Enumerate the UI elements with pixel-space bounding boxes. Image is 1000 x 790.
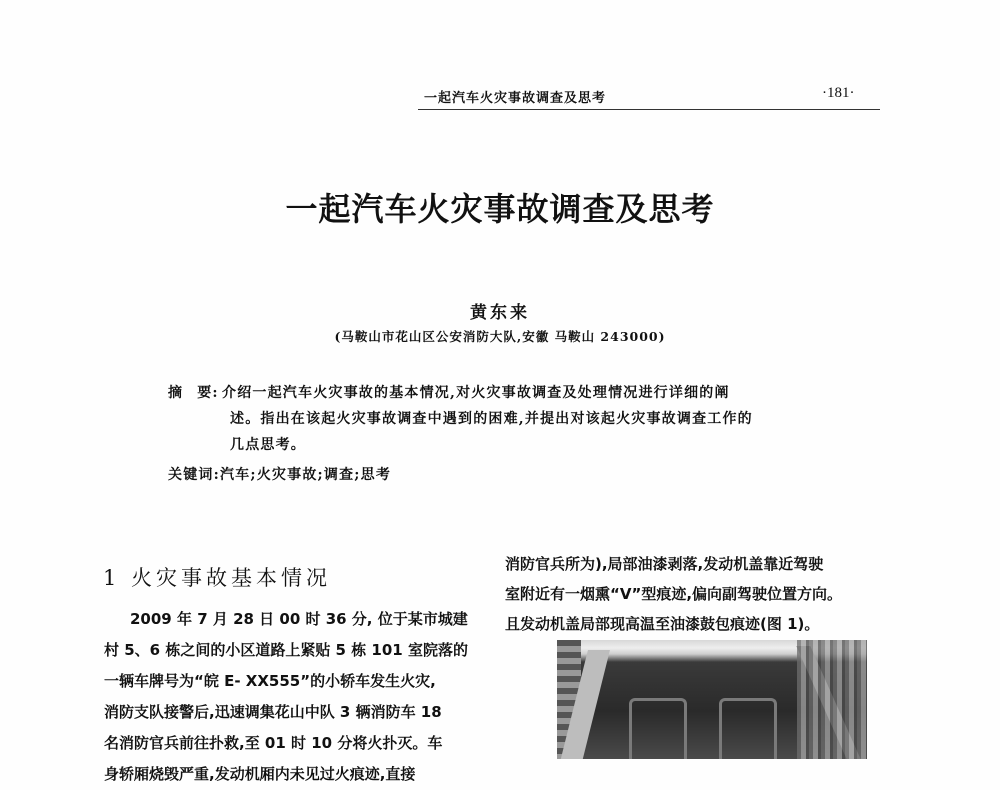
paragraph-line: 村 5、6 栋之间的小区道路上紧贴 5 栋 101 室院落的 (104, 641, 468, 659)
author-name: 黄东来 (470, 303, 530, 323)
abstract-label-char1: 摘 (168, 385, 184, 401)
paragraph-line: 消防支队接警后,迅速调集花山中队 3 辆消防车 18 (104, 703, 442, 721)
section-heading: 1 火灾事故基本情况 (103, 566, 332, 590)
abstract-line: 几点思考。 (230, 437, 306, 453)
keywords-text: 汽车;火灾事故;调查;思考 (219, 467, 392, 483)
paragraph-line: 室附近有一烟熏“V”型痕迹,偏向副驾驶位置方向。 (505, 585, 843, 603)
page-number: ·181· (822, 85, 855, 101)
abstract-body (222, 380, 848, 458)
figure-1-burned-car-photo (557, 640, 867, 759)
author-affiliation: (马鞍山市花山区公安消防大队,安徽 马鞍山 243000) (334, 329, 666, 344)
article-title: 一起汽车火灾事故调查及思考 (285, 190, 715, 228)
paragraph-line: 且发动机盖局部现高温至油漆鼓包痕迹(图 1)。 (505, 615, 820, 633)
paragraph-line: 一辆车牌号为“皖 E- XX555”的小轿车发生火灾, (104, 672, 436, 690)
running-header-title: 一起汽车火灾事故调查及思考 (424, 91, 607, 106)
paragraph-line: 2009 年 7 月 28 日 00 时 36 分, 位于某市城建 (130, 610, 468, 628)
running-header (418, 85, 958, 109)
photo-seat-frame (629, 698, 687, 759)
keywords (168, 464, 391, 484)
right-column (505, 549, 925, 639)
left-column (104, 604, 504, 790)
abstract (168, 380, 848, 458)
photo-seat-frame (719, 698, 777, 759)
abstract-label-char2: 要: (197, 385, 219, 401)
abstract-label (168, 380, 228, 406)
paragraph-line: 消防官兵所为),局部油漆剥落,发动机盖靠近驾驶 (505, 555, 824, 573)
header-rule (418, 109, 880, 110)
photo-background-trees (797, 640, 867, 759)
paragraph-line: 身轿厢烧毁严重,发动机厢内未见过火痕迹,直接 (104, 765, 416, 783)
abstract-line: 述。指出在该起火灾事故调查中遇到的困难,并提出对该起火灾事故调查工作的 (230, 411, 753, 427)
abstract-line: 介绍一起汽车火灾事故的基本情况,对火灾事故调查及处理情况进行详细的阐 (222, 385, 730, 401)
keywords-label: 关键词: (168, 467, 220, 483)
paragraph-line: 名消防官兵前往扑救,至 01 时 10 分将火扑灭。车 (104, 734, 443, 752)
